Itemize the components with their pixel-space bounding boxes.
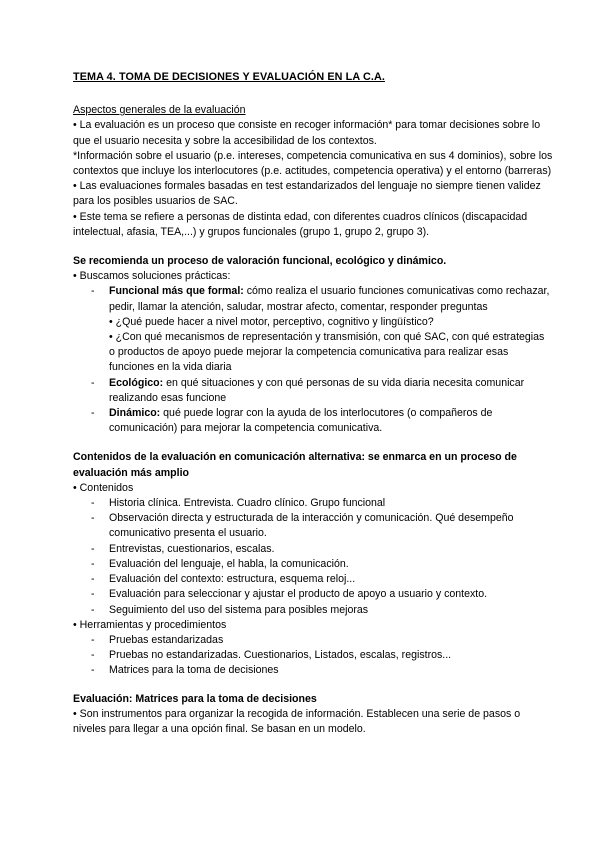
item-term: Ecológico: <box>109 376 164 389</box>
tools-list <box>73 633 553 679</box>
list-item <box>93 406 553 436</box>
sub-bullet: • ¿Con qué mecanismos de representación y transmisión, con qué SAC, con qué estrategias o productos de apoyo puede mejorar la competencia comunicativa para realizar esas funciones en la vida diaria <box>109 331 545 374</box>
list-item: - Evaluación del lenguaje, el habla, la comunicación. <box>93 557 553 572</box>
item-text: cómo realiza el usuario funciones comunicativas como rechazar, pedir, llamar la atención, saludar, mostrar afecto, comentar, responder preguntas <box>109 285 550 313</box>
sub-bullet: • ¿Qué puede hacer a nivel motor, perceptivo, cognitivo y lingüístico? <box>109 315 434 328</box>
item-text: en qué situaciones y con qué personas de su vida diaria necesita comunicar realizando esas funcione <box>109 376 525 404</box>
list-item: - Evaluación para seleccionar y ajustar el producto de apoyo a usuario y contexto. <box>93 587 553 602</box>
list-item <box>93 376 553 406</box>
list-item: - Matrices para la toma de decisiones <box>93 663 553 678</box>
paragraph: • Herramientas y procedimientos <box>73 618 227 631</box>
paragraph: • Contenidos <box>73 481 134 494</box>
list-item: - Pruebas no estandarizadas. Cuestionarios, Listados, escalas, registros... <box>93 648 553 663</box>
contents-list <box>73 496 553 618</box>
list-item: - Entrevistas, cuestionarios, escalas. <box>93 542 553 557</box>
item-term: Funcional más que formal: <box>109 285 244 298</box>
section-matrices-heading: Evaluación: Matrices para la toma de decisiones <box>73 692 317 705</box>
paragraph: • Las evaluaciones formales basadas en test estandarizados del lenguaje no siempre tienen validez para los posibles usuarios de SAC. <box>73 180 541 208</box>
list-item: - Evaluación del contexto: estructura, esquema reloj... <box>93 572 553 587</box>
paragraph: *Información sobre el usuario (p.e. intereses, competencia comunicativa en sus 4 dominios), sobre los contextos que incluye los interlocutores (p.e. actitudes, competencia operativa) y el entorno (barreras) <box>73 149 553 178</box>
paragraph: • La evaluación es un proceso que consiste en recoger información* para tomar decisiones sobre lo que el usuario necesita y sobre la accesibilidad de los contextos. <box>73 119 541 147</box>
paragraph: • Este tema se refiere a personas de distinta edad, con diferentes cuadros clínicos (discapacidad intelectual, afasia, TEA,...) y grupos funcionales (grupo 1, grupo 2, grupo 3). <box>73 210 528 238</box>
paragraph: • Buscamos soluciones prácticas: <box>73 270 231 283</box>
list-item: - Seguimiento del uso del sistema para posibles mejoras <box>93 603 553 618</box>
list-item: - Pruebas estandarizadas <box>93 633 553 648</box>
section-contenidos-heading: Contenidos de la evaluación en comunicación alternativa: se enmarca en un proceso de evaluación más amplio <box>73 451 517 479</box>
list-item: - Historia clínica. Entrevista. Cuadro clínico. Grupo funcional <box>93 496 553 511</box>
paragraph: • Son instrumentos para organizar la recogida de información. Establecen una serie de pasos o niveles para llegar a una opción final. Se basan en un modelo. <box>73 707 521 735</box>
list-item: - Observación directa y estructurada de la interacción y comunicación. Qué desempeño comunicativo presenta el usuario. <box>93 511 553 541</box>
section-valoracion-heading: Se recomienda un proceso de valoración funcional, ecológico y dinámico. <box>73 255 447 268</box>
list-item <box>93 284 553 375</box>
section-general-heading: Aspectos generales de la evaluación <box>73 104 246 117</box>
item-text: qué puede lograr con la ayuda de los interlocutores (o compañeros de comunicación) para mejorar la competencia comunicativa. <box>109 407 493 435</box>
item-term: Dinámico: <box>109 407 161 420</box>
document-page <box>73 70 553 737</box>
valoracion-list <box>73 284 553 436</box>
document-title: TEMA 4. TOMA DE DECISIONES Y EVALUACIÓN EN LA C.A. <box>73 71 385 83</box>
